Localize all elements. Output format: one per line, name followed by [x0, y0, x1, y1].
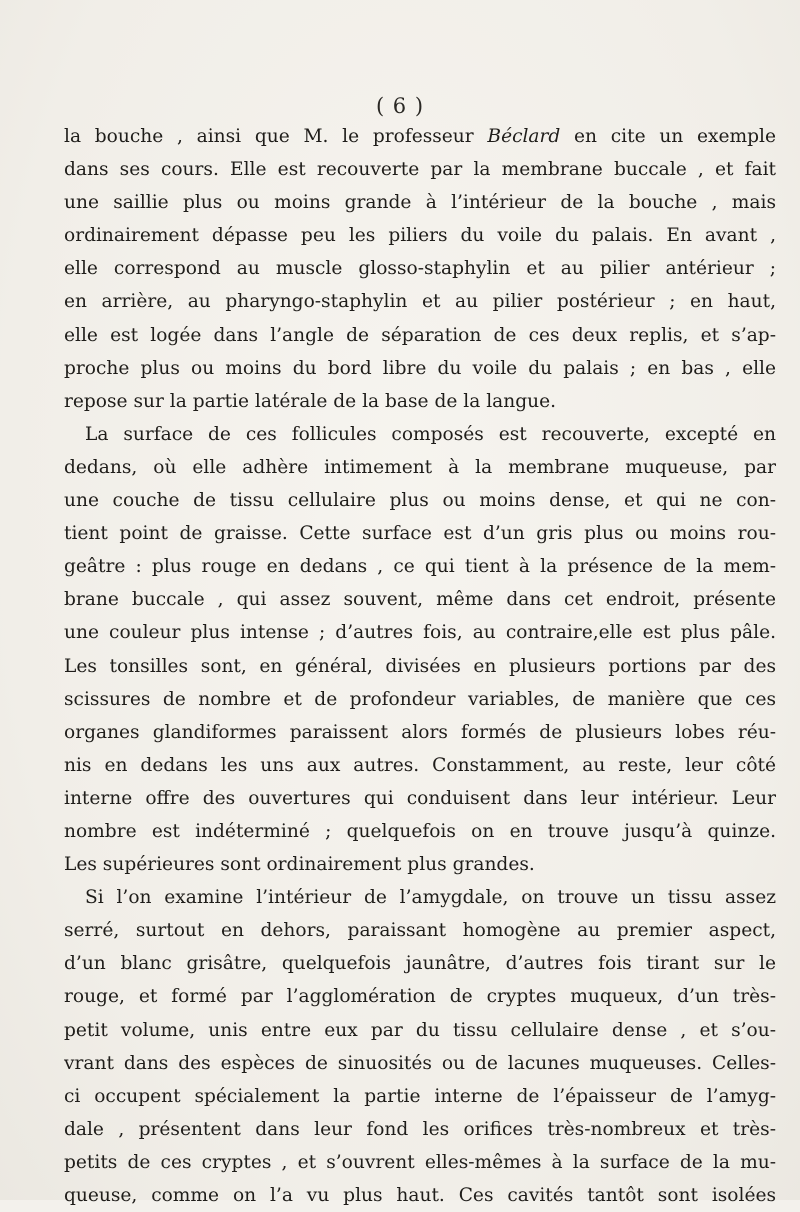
text-line: dans ses cours. Elle est recouverte par la membrane buccale , et fait [64, 159, 776, 181]
text-line: une couche de tissu cellulaire plus ou moins dense, et qui ne con- [64, 490, 776, 512]
text-line: petits de ces cryptes , et s’ouvrent elles-mêmes à la surface de la mu- [64, 1151, 776, 1173]
text-line: serré, surtout en dehors, paraissant homogène au premier aspect, [64, 920, 776, 942]
author-name: Béclard [487, 126, 561, 147]
paragraph-start-line: La surface de ces follicules composés est recouverte, excepté en [85, 423, 776, 445]
text-segment: la bouche , ainsi que M. le professeur [64, 126, 488, 147]
text-line: organes glandiformes paraissent alors formés de plusieurs lobes réu- [64, 721, 776, 743]
text-line: vrant dans des espèces de sinuosités ou de lacunes muqueuses. Celles- [64, 1052, 776, 1074]
text-line: interne offre des ouvertures qui conduisent dans leur intérieur. Leur [64, 787, 776, 809]
text-line: nombre est indéterminé ; quelquefois on en trouve jusqu’à quinze. [64, 820, 776, 842]
text-line: geâtre : plus rouge en dedans , ce qui tient à la présence de la mem- [64, 556, 776, 578]
text-line: petit volume, unis entre eux par du tissu cellulaire dense , et s’ou- [64, 1019, 776, 1041]
paragraph-start-line: Si l’on examine l’intérieur de l’amygdale, on trouve un tissu assez [85, 887, 776, 909]
text-line: ci occupent spécialement la partie interne de l’épaisseur de l’amyg- [64, 1085, 776, 1107]
text-line: Les tonsilles sont, en général, divisées en plusieurs portions par des [64, 655, 776, 677]
text-line: brane buccale , qui assez souvent, même dans cet endroit, présente [64, 589, 776, 611]
text-line: queuse, comme on l’a vu plus haut. Ces cavités tantôt sont isolées [64, 1185, 776, 1206]
body-text [64, 120, 776, 1212]
paragraph-end-line: Les supérieures sont ordinairement plus grandes. [64, 854, 535, 876]
text-line: une saillie plus ou moins grande à l’intérieur de la bouche , mais [64, 192, 776, 214]
text-line: ordinairement dépasse peu les piliers du voile du palais. En avant , [64, 225, 776, 247]
text-segment: en cite un exemple [560, 126, 776, 147]
text-line: nis en dedans les uns aux autres. Constamment, au reste, leur côté [64, 754, 776, 776]
text-line [64, 120, 776, 153]
text-line: dedans, où elle adhère intimement à la membrane muqueuse, par [64, 456, 776, 478]
page-number: ( 6 ) [375, 94, 425, 118]
text-line: scissures de nombre et de profondeur variables, de manière que ces [64, 688, 776, 710]
text-line: en arrière, au pharyngo-staphylin et au pilier postérieur ; en haut, [64, 291, 776, 313]
text-line: tient point de graisse. Cette surface est d’un gris plus ou moins rou- [64, 523, 776, 545]
text-line: d’un blanc grisâtre, quelquefois jaunâtre, d’autres fois tirant sur le [64, 953, 776, 975]
paragraph-end-line: repose sur la partie latérale de la base de la langue. [64, 390, 557, 412]
text-line: une couleur plus intense ; d’autres fois, au contraire,elle est plus pâle. [64, 622, 776, 644]
text-line: rouge, et formé par l’agglomération de cryptes muqueux, d’un très- [64, 986, 776, 1008]
text-line: elle correspond au muscle glosso-staphylin et au pilier antérieur ; [64, 258, 776, 280]
text-line: dale , présentent dans leur fond les orifices très-nombreux et très- [64, 1118, 776, 1140]
text-line: proche plus ou moins du bord libre du voile du palais ; en bas , elle [64, 357, 776, 379]
text-line: elle est logée dans l’angle de séparation de ces deux replis, et s’ap- [64, 324, 776, 346]
